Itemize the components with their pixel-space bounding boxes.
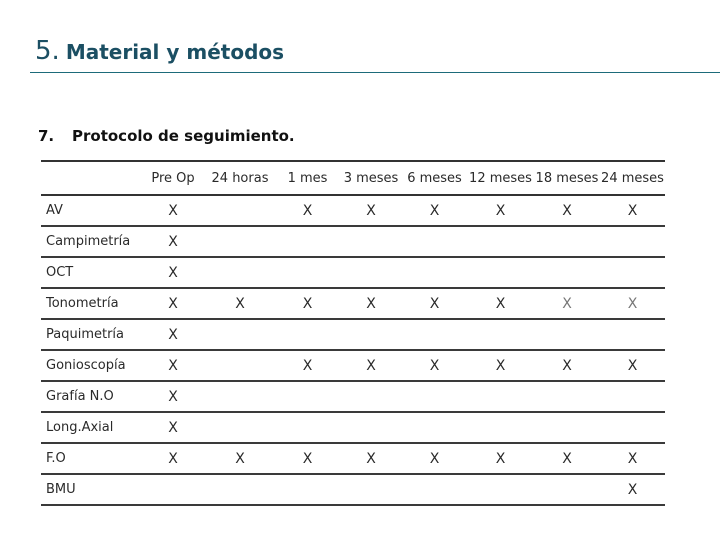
table-cell [340, 195, 402, 226]
title-number: 5. [35, 36, 60, 66]
table-cell [402, 474, 467, 505]
table-cell [141, 474, 205, 505]
row-label: AV [41, 195, 141, 226]
table-cell [141, 443, 205, 474]
table-cell [340, 319, 402, 350]
row-label: Gonioscopía [41, 350, 141, 381]
table-cell [534, 350, 600, 381]
exam-mark: X [562, 295, 572, 312]
exam-mark: X [302, 295, 313, 312]
table-cell [600, 288, 665, 319]
row-label: BMU [41, 474, 141, 505]
table-cell [402, 257, 467, 288]
table-cell [141, 350, 205, 381]
table-cell [141, 257, 205, 288]
table-cell [205, 350, 275, 381]
row-label: Tonometría [41, 288, 141, 319]
table-cell [600, 381, 665, 412]
follow-up-protocol-table [41, 160, 665, 506]
table-cell [467, 443, 534, 474]
table-cell [141, 319, 205, 350]
table-cell [600, 443, 665, 474]
table-cell [205, 257, 275, 288]
table-cell [275, 288, 340, 319]
table-cell [340, 288, 402, 319]
table-cell [467, 350, 534, 381]
exam-mark: X [562, 357, 572, 374]
table-row [41, 350, 665, 381]
table-cell [205, 226, 275, 257]
table-cell [141, 195, 205, 226]
table-cell [402, 350, 467, 381]
section-subtitle [38, 127, 295, 145]
row-label: Long.Axial [41, 412, 141, 443]
exam-mark: X [168, 419, 178, 436]
table-cell [402, 381, 467, 412]
exam-mark: X [627, 202, 638, 219]
table-cell [205, 412, 275, 443]
table-cell [467, 381, 534, 412]
exam-mark: X [429, 295, 440, 312]
exam-mark: X [168, 233, 178, 250]
exam-mark: X [495, 202, 506, 219]
table-cell [534, 443, 600, 474]
table-cell [534, 257, 600, 288]
column-header: 3 meses [340, 161, 402, 195]
table-cell [534, 226, 600, 257]
table-cell [340, 381, 402, 412]
table-cell [141, 412, 205, 443]
table-cell [534, 412, 600, 443]
exam-mark: X [562, 202, 572, 219]
table-cell [600, 226, 665, 257]
title-divider [30, 72, 720, 73]
table-cell [534, 474, 600, 505]
table-cell [467, 474, 534, 505]
table-cell [600, 350, 665, 381]
table-cell [534, 195, 600, 226]
table-cell [534, 381, 600, 412]
table-row [41, 319, 665, 350]
table-cell [205, 443, 275, 474]
exam-mark: X [495, 450, 506, 467]
table-cell [275, 226, 340, 257]
table-row [41, 381, 665, 412]
exam-mark: X [235, 295, 245, 312]
exam-mark: X [495, 295, 506, 312]
table-cell [340, 350, 402, 381]
table-cell [534, 288, 600, 319]
header-row [41, 161, 665, 195]
table-cell [275, 412, 340, 443]
table-cell [402, 319, 467, 350]
column-header: Pre Op [141, 161, 205, 195]
table-cell [141, 288, 205, 319]
table-cell [275, 443, 340, 474]
exam-mark: X [302, 357, 313, 374]
subtitle-text: Protocolo de seguimiento. [72, 127, 295, 145]
exam-mark: X [429, 202, 440, 219]
column-header: 18 meses [534, 161, 600, 195]
table-cell [340, 257, 402, 288]
column-header: 6 meses [402, 161, 467, 195]
table-cell [402, 195, 467, 226]
column-header: 12 meses [467, 161, 534, 195]
table-cell [340, 474, 402, 505]
table-cell [205, 288, 275, 319]
exam-mark: X [627, 481, 638, 498]
exam-mark: X [302, 450, 313, 467]
table-cell [141, 226, 205, 257]
table-cell [467, 257, 534, 288]
row-label: OCT [41, 257, 141, 288]
column-header: 24 horas [205, 161, 275, 195]
row-label: F.O [41, 443, 141, 474]
table-row [41, 443, 665, 474]
column-header-blank [41, 161, 141, 195]
table-cell [467, 412, 534, 443]
exam-mark: X [366, 202, 376, 219]
column-header: 1 mes [275, 161, 340, 195]
column-header: 24 meses [600, 161, 665, 195]
table-cell [600, 474, 665, 505]
exam-mark: X [168, 388, 178, 405]
exam-mark: X [168, 202, 178, 219]
exam-mark: X [168, 357, 178, 374]
exam-mark: X [495, 357, 506, 374]
table-cell [205, 195, 275, 226]
exam-mark: X [627, 295, 638, 312]
exam-mark: X [168, 450, 178, 467]
table-cell [534, 319, 600, 350]
table-cell [600, 195, 665, 226]
table-cell [600, 319, 665, 350]
table-cell [340, 443, 402, 474]
exam-mark: X [366, 295, 376, 312]
exam-mark: X [366, 357, 376, 374]
table-row [41, 412, 665, 443]
table-cell [467, 319, 534, 350]
table-cell [141, 381, 205, 412]
table-cell [340, 226, 402, 257]
table-cell [275, 319, 340, 350]
table-cell [205, 381, 275, 412]
table-row [41, 288, 665, 319]
exam-mark: X [627, 450, 638, 467]
exam-mark: X [168, 326, 178, 343]
row-label: Campimetría [41, 226, 141, 257]
table-cell [402, 288, 467, 319]
table-cell [467, 288, 534, 319]
table-cell [275, 350, 340, 381]
exam-mark: X [366, 450, 376, 467]
exam-mark: X [168, 264, 178, 281]
row-label: Paquimetría [41, 319, 141, 350]
row-label: Grafía N.O [41, 381, 141, 412]
exam-mark: X [429, 357, 440, 374]
subtitle-number: 7. [38, 127, 55, 145]
table-cell [340, 412, 402, 443]
exam-mark: X [627, 357, 638, 374]
table-cell [205, 474, 275, 505]
slide-title [35, 36, 284, 66]
table-cell [275, 381, 340, 412]
title-text: Material y métodos [65, 40, 285, 64]
table-cell [600, 257, 665, 288]
table-row [41, 257, 665, 288]
exam-mark: X [302, 202, 313, 219]
table-cell [402, 412, 467, 443]
exam-mark: X [168, 295, 178, 312]
table-cell [402, 226, 467, 257]
table-cell [402, 443, 467, 474]
table-row [41, 474, 665, 505]
table-cell [205, 319, 275, 350]
table-row [41, 226, 665, 257]
table-cell [600, 412, 665, 443]
table-cell [275, 474, 340, 505]
exam-mark: X [429, 450, 440, 467]
table-cell [275, 257, 340, 288]
table-row [41, 195, 665, 226]
table-cell [275, 195, 340, 226]
table-cell [467, 195, 534, 226]
exam-mark: X [562, 450, 572, 467]
table-cell [467, 226, 534, 257]
exam-mark: X [235, 450, 245, 467]
